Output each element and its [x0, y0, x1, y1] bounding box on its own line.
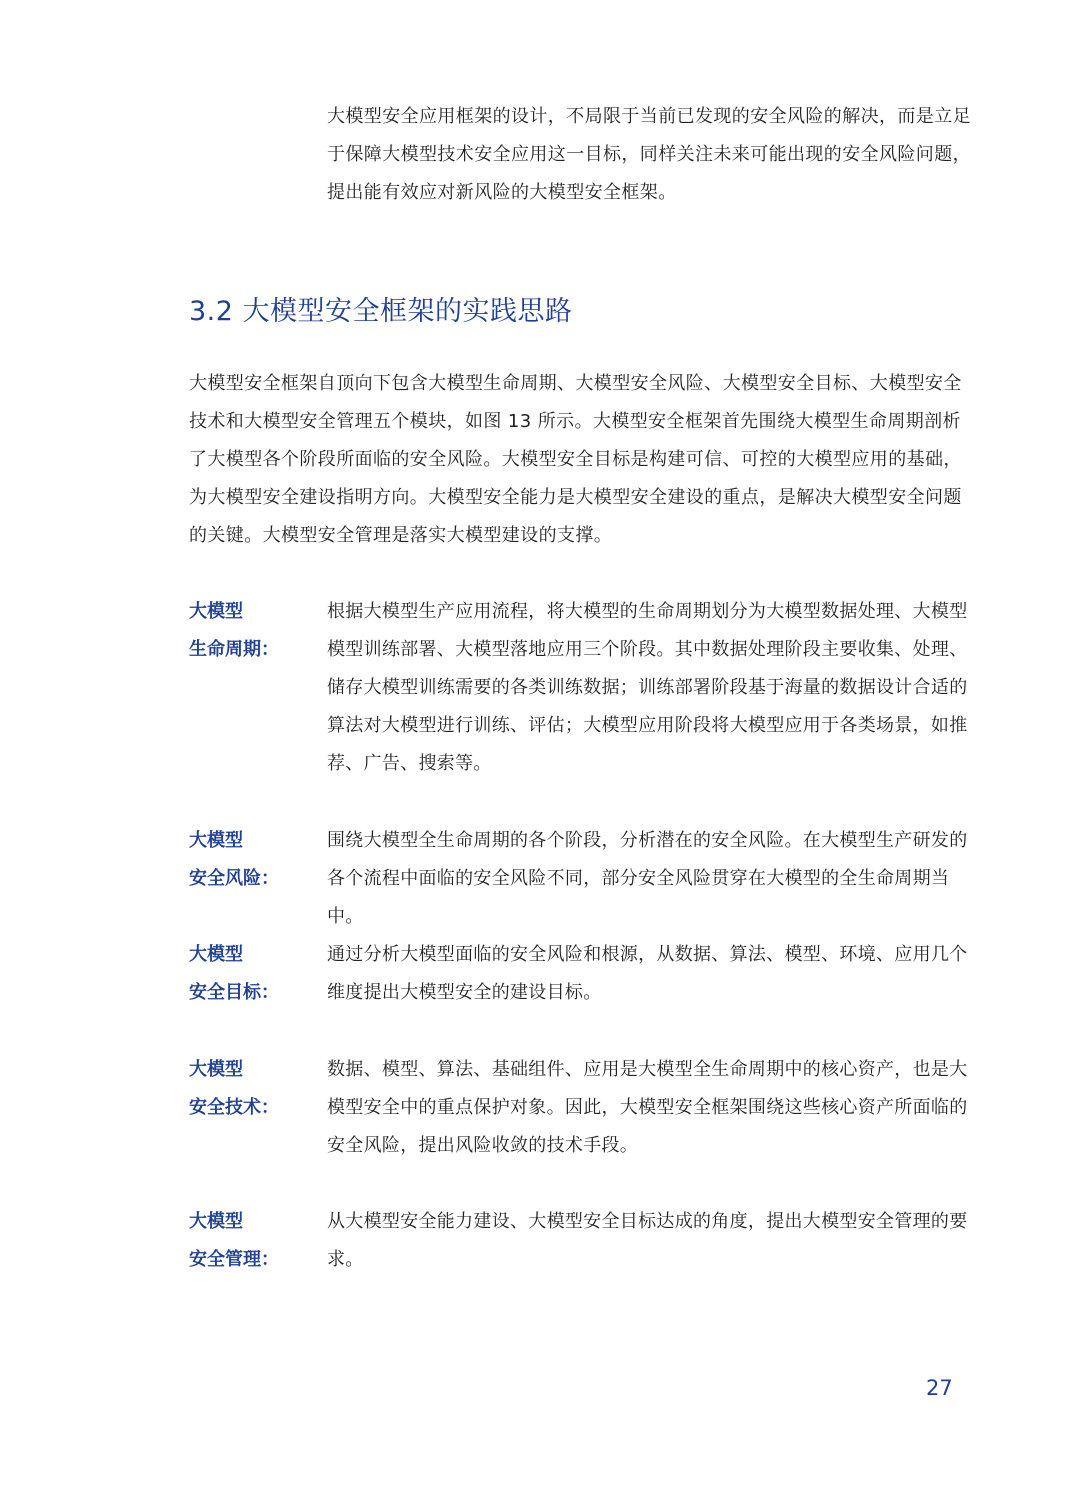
definition-term-line1: 大模型: [189, 1059, 243, 1080]
definition-term: [189, 822, 309, 898]
definition-description: 从大模型安全能力建设、大模型安全目标达成的角度，提出大模型安全管理的要求。: [327, 1211, 968, 1270]
definition-term: [189, 1203, 309, 1279]
definition-term: [189, 1051, 309, 1127]
definition-description: 数据、模型、算法、基础组件、应用是大模型全生命周期中的核心资产，也是大模型安全中的重点保护对象。因此，大模型安全框架围绕这些核心资产所面临的安全风险，提出风险收敛的技术手段。: [327, 1059, 968, 1156]
definition-term: [189, 593, 309, 669]
definition-term-line1: 大模型: [189, 601, 243, 622]
definition-description: 通过分析大模型面临的安全风险和根源，从数据、算法、模型、环境、应用几个维度提出大模型安全的建设目标。: [327, 944, 968, 1003]
definition-term-line2: 生命周期：: [189, 639, 279, 660]
definition-term-line1: 大模型: [189, 1211, 243, 1232]
page-number: 27: [926, 1376, 953, 1400]
intro-paragraph: 大模型安全应用框架的设计，不局限于当前已发现的安全风险的解决，而是立足于保障大模型技术安全应用这一目标，同样关注未来可能出现的安全风险问题，提出能有效应对新风险的大模型安全框架。: [327, 106, 971, 203]
section-paragraph: 大模型安全框架自顶向下包含大模型生命周期、大模型安全风险、大模型安全目标、大模型安全技术和大模型安全管理五个模块，如图 13 所示。大模型安全框架首先围绕大模型生命周期剖析了大模型各个阶段所面临的安全风险。大模型安全目标是构建可信、可控的大模型应用的基础，为大模型安全建设指明方向。大模型安全能力是大模型安全建设的重点，是解决大模型安全问题的关键。大模型安全管理是落实大模型建设的支撑。: [189, 373, 962, 546]
definition-term-line2: 安全风险：: [189, 868, 279, 889]
definition-description: 根据大模型生产应用流程，将大模型的生命周期划分为大模型数据处理、大模型模型训练部署、大模型落地应用三个阶段。其中数据处理阶段主要收集、处理、储存大模型训练需要的各类训练数据；训练部署阶段基于海量的数据设计合适的算法对大模型进行训练、评估；大模型应用阶段将大模型应用于各类场景，如推荐、广告、搜索等。: [327, 601, 968, 774]
definition-term-line2: 安全管理：: [189, 1249, 279, 1270]
definition-term-line1: 大模型: [189, 944, 243, 965]
definition-term-line1: 大模型: [189, 830, 243, 851]
definition-term-line2: 安全技术：: [189, 1097, 279, 1118]
definition-description: 围绕大模型全生命周期的各个阶段，分析潜在的安全风险。在大模型生产研发的各个流程中面临的安全风险不同，部分安全风险贯穿在大模型的全生命周期当中。: [327, 830, 968, 927]
definition-term: [189, 936, 309, 1012]
section-heading: 3.2 大模型安全框架的实践思路: [189, 296, 573, 327]
definition-term-line2: 安全目标：: [189, 982, 279, 1003]
